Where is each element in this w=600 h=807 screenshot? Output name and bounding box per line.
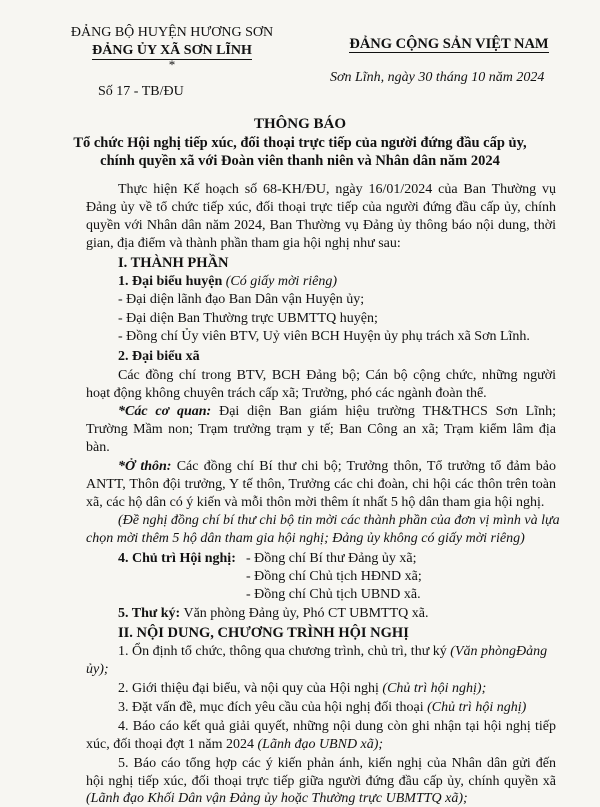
chair-item-3: - Đồng chí Chủ tịch UBND xã.	[246, 587, 421, 602]
agencies-text: Đại diện Ban giám hiệu trường TH&THCS Sơn Lĩnh;	[219, 404, 556, 419]
intro-line-3: quyền với Nhân dân năm 2024, Ban Thường vụ Đảng ủy thông báo nội dung, thời	[86, 218, 556, 233]
chair-item-2: - Đồng chí Chủ tịch HĐND xã;	[246, 569, 422, 584]
district-item-2: - Đại diện Ban Thường trực UBMTTQ huyện;	[118, 311, 378, 326]
agenda-5-line-3: (Lãnh đạo Khối Dân vận Đảng ủy hoặc Thường trực UBMTTQ xã);	[86, 791, 468, 806]
agenda-2-text: 2. Giới thiệu đại biểu, và nội quy của Hội nghị	[118, 681, 379, 696]
intro-line-1: Thực hiện Kế hoạch số 68-KH/ĐU, ngày 16/01/2024 của Ban Thường vụ	[118, 182, 556, 197]
secretary-line	[118, 606, 428, 622]
section-1-heading: I. THÀNH PHẦN	[118, 255, 229, 271]
document-subtitle	[0, 134, 600, 170]
village-line-2: ANTT, Thôn đội trưởng, Y tế thôn, Trưởng các chi đoàn, chi hội các thôn trên toàn	[86, 477, 556, 492]
agenda-1-text: 1. Ổn định tổ chức, thông qua chương trình, chủ trì, thư ký	[118, 644, 447, 659]
commune-line-1: Các đồng chí trong BTV, BCH Đảng bộ; Cán bộ cộng chức, những người	[118, 368, 556, 383]
district-item-3: - Đồng chí Ủy viên BTV, Uỷ viên BCH Huyện ủy phụ trách xã Sơn Lĩnh.	[118, 329, 530, 344]
org-line-1: ĐẢNG BỘ HUYỆN HƯƠNG SƠN	[70, 25, 274, 40]
delegates-district	[118, 274, 337, 290]
village-line-1	[118, 459, 556, 475]
village-line-3: xã, các hộ dân có ý kiến và mỗi thôn mời thêm ít nhất 5 hộ dân tham gia hội nghị.	[86, 495, 545, 510]
delegates-commune-label: 2. Đại biểu xã	[118, 349, 200, 364]
secretary-label: 5. Thư ký:	[118, 606, 181, 621]
agenda-4-line-2	[86, 737, 383, 753]
village-label: *Ở thôn:	[118, 459, 172, 474]
agenda-1-owner: (Văn phòngĐảng	[450, 644, 548, 659]
party-heading	[318, 36, 580, 53]
agenda-5-line-2: hội nghị tiếp xúc, đối thoại trực tiếp giữa người đứng đầu cấp ủy, chính quyền xã	[86, 774, 556, 789]
agenda-5-line-1: 5. Báo cáo tổng hợp các ý kiến phản ánh, kiến nghị của Nhân dân gửi đến	[118, 756, 556, 771]
issuing-organization	[52, 24, 292, 70]
note-line-2: chọn mời thêm 5 hộ dân tham gia hội nghị; Đảng ủy không có giấy mời riêng)	[86, 531, 525, 546]
agenda-4-line-1: 4. Báo cáo kết quả giải quyết, những nội dung còn ghi nhận tại hội nghị tiếp	[118, 719, 556, 734]
village-text: Các đồng chí Bí thư chi bộ; Trưởng thôn, Tổ trưởng tổ đảm bảo	[176, 459, 557, 474]
agenda-2-owner: (Chủ trì hội nghị);	[382, 681, 487, 696]
district-item-1: - Đại diện lãnh đạo Ban Dân vận Huyện ủy;	[118, 292, 365, 307]
intro-line-4: gian, địa điểm và thành phần tham gia hội nghị như sau:	[86, 236, 401, 251]
agencies-line-3: bàn.	[86, 440, 110, 455]
agenda-3	[118, 700, 526, 716]
chair-item-1: - Đồng chí Bí thư Đảng ủy xã;	[246, 551, 417, 566]
agencies-line-2: Trường Mầm non; Trạm trưởng trạm y tế; Ban Công an xã; Trạm kiểm lâm địa	[86, 422, 556, 437]
delegates-district-note: (Có giấy mời riêng)	[225, 274, 338, 289]
note-line-1: (Đề nghị đồng chí bí thư chi bộ tin mời các thành phần của đơn vị mình và lựa	[118, 513, 560, 528]
subtitle-line-1: Tổ chức Hội nghị tiếp xúc, đối thoại trực tiếp của người đứng đầu cấp ủy,	[73, 135, 527, 151]
commune-line-2: hoạt động không chuyên trách cấp xã; Trưởng, phó các ngành đoàn thể.	[86, 386, 487, 401]
intro-line-2: Đảng ủy về tổ chức tiếp xúc, đối thoại trực tiếp của người đứng đầu cấp ủy, chính	[86, 200, 556, 215]
agencies-line-1	[118, 404, 556, 420]
secretary-text: Văn phòng Đảng ủy, Phó CT UBMTTQ xã.	[183, 606, 429, 621]
agenda-2	[118, 681, 486, 697]
chair-label: 4. Chủ trì Hội nghị:	[118, 551, 236, 566]
party-name: ĐẢNG CỘNG SẢN VIỆT NAM	[349, 36, 549, 52]
document-number: Số 17 - TB/ĐU	[98, 84, 184, 99]
agenda-3-text: 3. Đặt vấn đề, mục đích yêu cầu của hội nghị đối thoại	[118, 700, 424, 715]
delegates-district-label: 1. Đại biểu huyện	[118, 274, 223, 289]
agenda-1-line-1	[118, 644, 547, 660]
agenda-1-line-2: ủy);	[86, 662, 109, 677]
agenda-3-owner: (Chủ trì hội nghị)	[427, 700, 527, 715]
agenda-4-owner: (Lãnh đạo UBND xã);	[257, 737, 384, 752]
document-title: THÔNG BÁO	[253, 116, 347, 132]
org-line-2: ĐẢNG ỦY XÃ SƠN LĨNH	[92, 43, 252, 58]
subtitle-line-2: chính quyền xã với Đoàn viên thanh niên và Nhân dân năm 2024	[100, 153, 500, 169]
agencies-label: *Các cơ quan:	[118, 404, 212, 419]
document-date: Sơn Lĩnh, ngày 30 tháng 10 năm 2024	[330, 70, 545, 85]
section-2-heading: II. NỘI DUNG, CHƯƠNG TRÌNH HỘI NGHỊ	[118, 625, 409, 641]
star-mark: *	[168, 57, 176, 72]
agenda-4-text: xúc, đối thoại đợt 1 năm 2024	[86, 737, 254, 752]
